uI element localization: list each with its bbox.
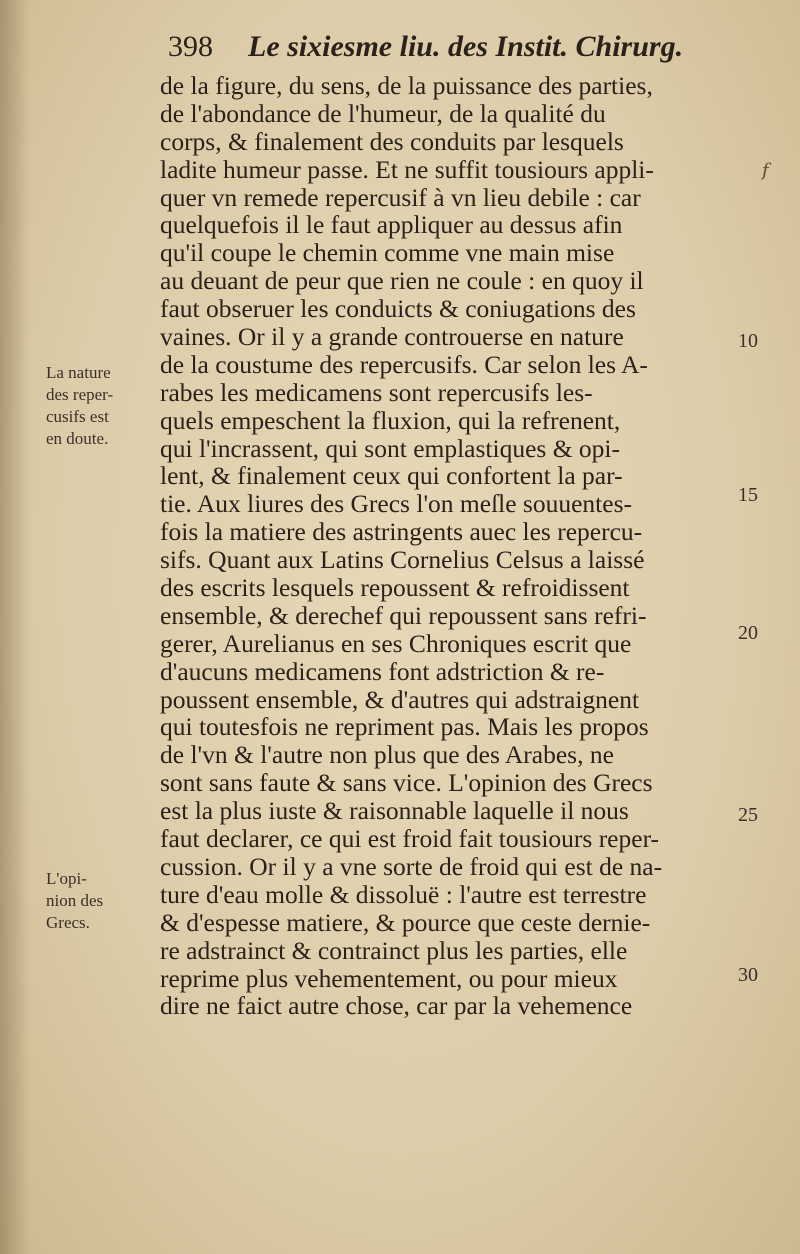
text-line: de la coustume des repercusifs. Car selon les A- — [160, 349, 648, 379]
text-line: poussent ensemble, & d'autres qui adstraignent — [160, 684, 640, 714]
text-line: qui l'incrassent, qui sont emplastiques & opi- — [160, 433, 620, 463]
text-line: lent, & finalement ceux qui confortent la par- — [160, 461, 623, 491]
marginal-line: Grecs. — [46, 913, 90, 932]
text-line: sifs. Quant aux Latins Cornelius Celsus a laissé — [160, 545, 645, 575]
text-line: & d'espesse matiere, & pource que ceste dernie- — [160, 907, 651, 937]
text-line: fois la matiere des astringents auec les repercu- — [160, 517, 643, 547]
running-title: Le sixiesme liu. des Instit. Chirurg. — [248, 30, 684, 63]
text-line: sont sans faute & sans vice. L'opinion des Grecs — [160, 768, 653, 798]
text-line: rabes les medicamens sont repercusifs les- — [160, 377, 593, 407]
line-number: 10 — [738, 330, 758, 352]
margin-mark: f — [762, 160, 769, 181]
line-number: 15 — [738, 484, 758, 506]
marginal-line: des reper- — [46, 385, 114, 404]
text-line: qui toutesfois ne repriment pas. Mais les propos — [160, 712, 649, 742]
main-text-block — [160, 72, 740, 1020]
text-line: de la figure, du sens, de la puissance des parties, — [160, 71, 653, 100]
text-line: faut obseruer les conduicts & coniugations des — [160, 294, 636, 324]
text-line: qu'il coupe le chemin comme vne main mise — [160, 238, 615, 268]
line-number: 20 — [738, 622, 758, 644]
text-line: reprime plus vehementement, ou pour mieux — [160, 963, 618, 993]
marginal-note-nature — [46, 362, 158, 450]
text-line: cussion. Or il y a vne sorte de froid qui est de na- — [160, 851, 663, 881]
page-number: 398 — [168, 30, 213, 63]
gutter-shadow — [0, 0, 30, 1254]
text-line: quer vn remede repercusif à vn lieu debile : car — [160, 182, 641, 212]
marginal-line: nion des — [46, 891, 104, 910]
text-line: quelquefois il le faut appliquer au dessus afin — [160, 210, 623, 240]
text-line: des escrits lesquels repoussent & refroidissent — [160, 573, 630, 603]
text-line: vaines. Or il y a grande controuerse en nature — [160, 322, 624, 352]
text-line: est la plus iuste & raisonnable laquelle il nous — [160, 796, 629, 826]
text-line: de l'abondance de l'humeur, de la qualité du — [160, 98, 606, 128]
running-header — [168, 28, 708, 72]
text-line: de l'vn & l'autre non plus que des Arabes, ne — [160, 740, 614, 770]
text-line: faut declarer, ce qui est froid fait tousiours reper- — [160, 824, 660, 854]
text-line: re adstrainct & contrainct plus les parties, elle — [160, 935, 628, 965]
marginal-line: en doute. — [46, 429, 109, 448]
text-line: au deuant de peur que rien ne coule : en quoy il — [160, 266, 644, 296]
text-line: quels empeschent la fluxion, qui la refrenent, — [160, 405, 621, 435]
text-line: dire ne faict autre chose, car par la vehemence — [160, 991, 633, 1021]
text-line: corps, & finalement des conduits par lesquels — [160, 126, 624, 156]
text-line: d'aucuns medicamens font adstriction & re- — [160, 656, 605, 686]
text-line: ture d'eau molle & dissoluë : l'autre est terrestre — [160, 879, 647, 909]
line-number: 30 — [738, 964, 758, 986]
text-line: gerer, Aurelianus en ses Chroniques escrit que — [160, 628, 632, 658]
text-line: ensemble, & derechef qui repoussent sans refri- — [160, 600, 647, 630]
line-number: 25 — [738, 804, 758, 826]
marginal-line: La nature — [46, 363, 111, 382]
text-line: ladite humeur passe. Et ne suffit tousiours appli- — [160, 154, 654, 184]
marginal-line: cusifs est — [46, 407, 109, 426]
text-line: tie. Aux liures des Grecs l'on meſle souuentes- — [160, 489, 632, 519]
marginal-note-grecs — [46, 868, 158, 934]
marginal-line: L'opi- — [46, 869, 87, 888]
